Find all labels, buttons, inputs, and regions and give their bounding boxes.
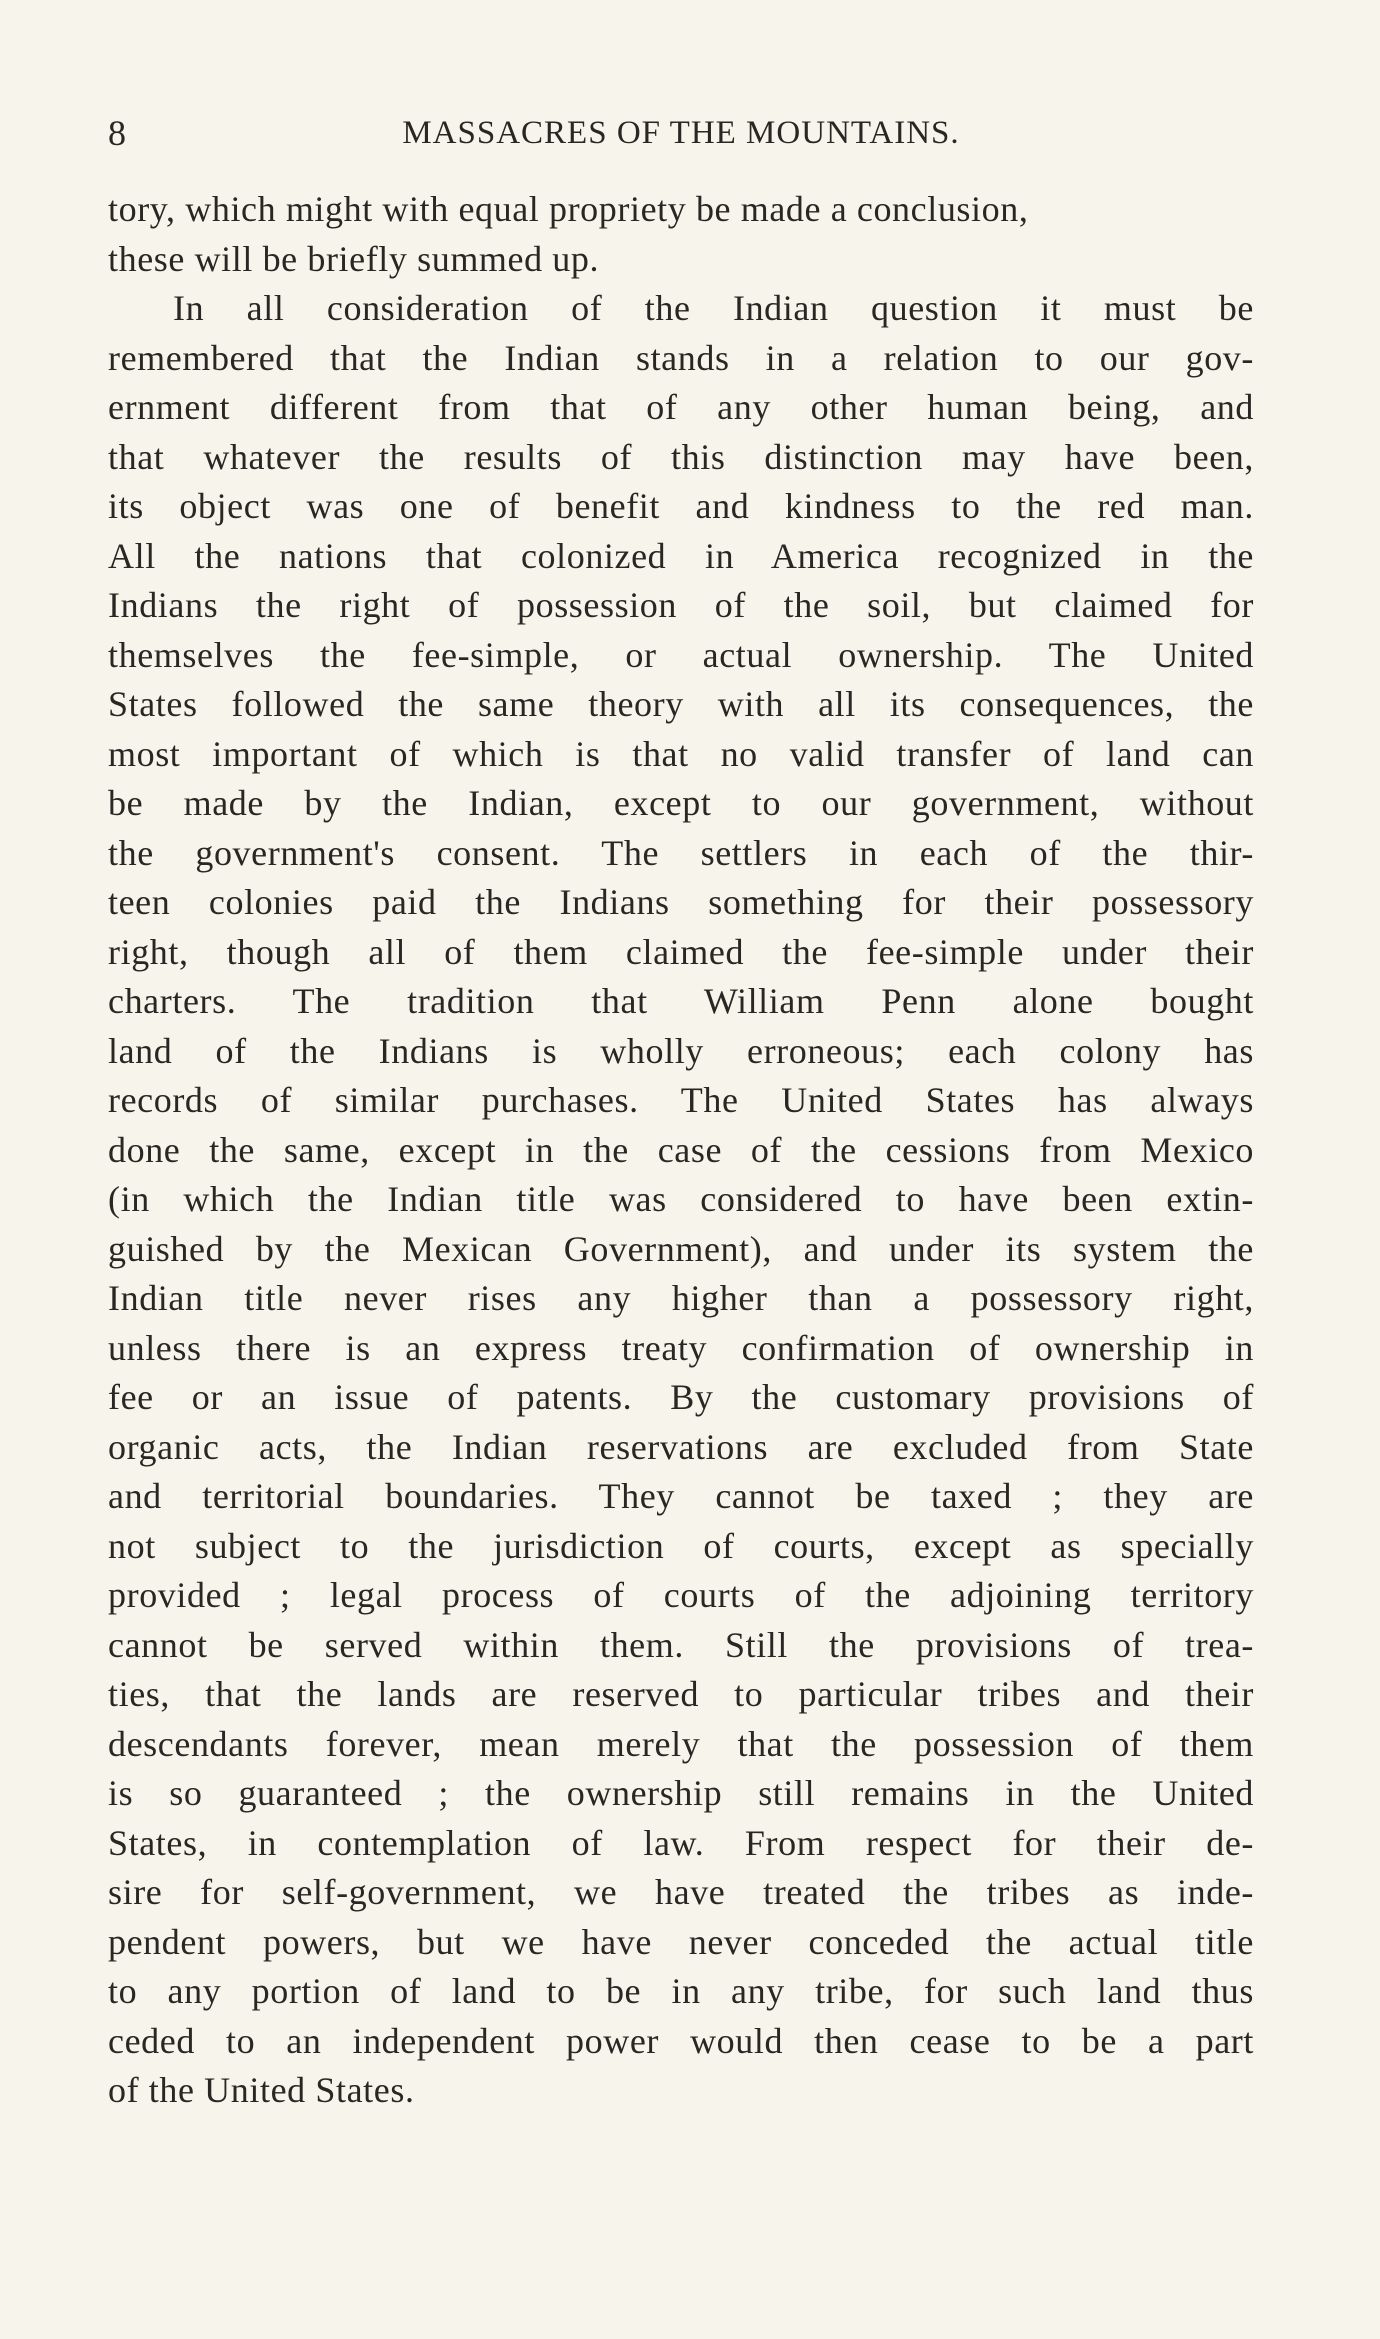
text-line: provided ; legal process of courts of the adjoining territory: [108, 1575, 1254, 1615]
text-line: charters. The tradition that William Penn alone bought: [108, 981, 1254, 1021]
body-text: [108, 185, 1254, 2116]
text-line: the government's consent. The settlers in each of the thir-: [108, 832, 1254, 873]
text-line: Indians the right of possession of the soil, but claimed for: [108, 585, 1254, 625]
text-line: to any portion of land to be in any tribe, for such land thus: [108, 1971, 1254, 2011]
text-line: States, in contemplation of law. From respect for their de-: [108, 1822, 1254, 1863]
text-line: be made by the Indian, except to our government, without: [108, 783, 1254, 823]
text-line: organic acts, the Indian reservations are excluded from State: [108, 1426, 1254, 1467]
text-line: remembered that the Indian stands in a relation to our gov-: [108, 337, 1254, 378]
text-line: ceded to an independent power would then cease to be a part: [108, 2020, 1254, 2061]
text-line: is so guaranteed ; the ownership still remains in the United: [108, 1773, 1254, 1813]
text-line: teen colonies paid the Indians something for their possessory: [108, 882, 1254, 922]
text-line: records of similar purchases. The United States has always: [108, 1080, 1254, 1120]
text-line: right, though all of them claimed the fee-simple under their: [108, 931, 1254, 972]
text-line: (in which the Indian title was considered to have been extin-: [108, 1179, 1254, 1219]
text-line: Indian title never rises any higher than a possessory right,: [108, 1278, 1254, 1318]
text-line: of the United States.: [108, 2070, 415, 2110]
text-line: sire for self-government, we have treated the tribes as inde-: [108, 1872, 1254, 1912]
page-number: 8: [108, 113, 126, 153]
text-line: All the nations that colonized in America recognized in the: [108, 535, 1254, 576]
text-line: descendants forever, mean merely that the possession of them: [108, 1723, 1254, 1764]
text-line: tory, which might with equal propriety be made a conclusion,: [108, 189, 1029, 229]
text-line: pendent powers, but we have never conceded the actual title: [108, 1921, 1254, 1962]
text-line: guished by the Mexican Government), and under its system the: [108, 1228, 1254, 1269]
text-line: that whatever the results of this distinction may have been,: [108, 436, 1254, 477]
text-line: fee or an issue of patents. By the customary provisions of: [108, 1377, 1254, 1417]
text-line: States followed the same theory with all its consequences, the: [108, 684, 1254, 724]
running-title: MASSACRES OF THE MOUNTAINS.: [402, 115, 960, 151]
text-line: cannot be served within them. Still the provisions of trea-: [108, 1624, 1254, 1665]
running-head: [108, 108, 1254, 158]
text-line: unless there is an express treaty confirmation of ownership in: [108, 1327, 1254, 1368]
text-line: these will be briefly summed up.: [108, 238, 600, 279]
text-line: ties, that the lands are reserved to particular tribes and their: [108, 1674, 1254, 1714]
text-line: land of the Indians is wholly erroneous; each colony has: [108, 1030, 1254, 1071]
text-line: themselves the fee-simple, or actual ownership. The United: [108, 634, 1254, 675]
text-line: most important of which is that no valid transfer of land can: [108, 733, 1254, 774]
text-line: done the same, except in the case of the cessions from Mexico: [108, 1129, 1254, 1170]
text-line: ernment different from that of any other human being, and: [108, 387, 1254, 427]
text-line: and territorial boundaries. They cannot be taxed ; they are: [108, 1476, 1254, 1516]
text-line: In all consideration of the Indian question it must be: [173, 288, 1254, 328]
text-line: not subject to the jurisdiction of courts, except as specially: [108, 1525, 1254, 1566]
text-line: its object was one of benefit and kindness to the red man.: [108, 486, 1254, 526]
